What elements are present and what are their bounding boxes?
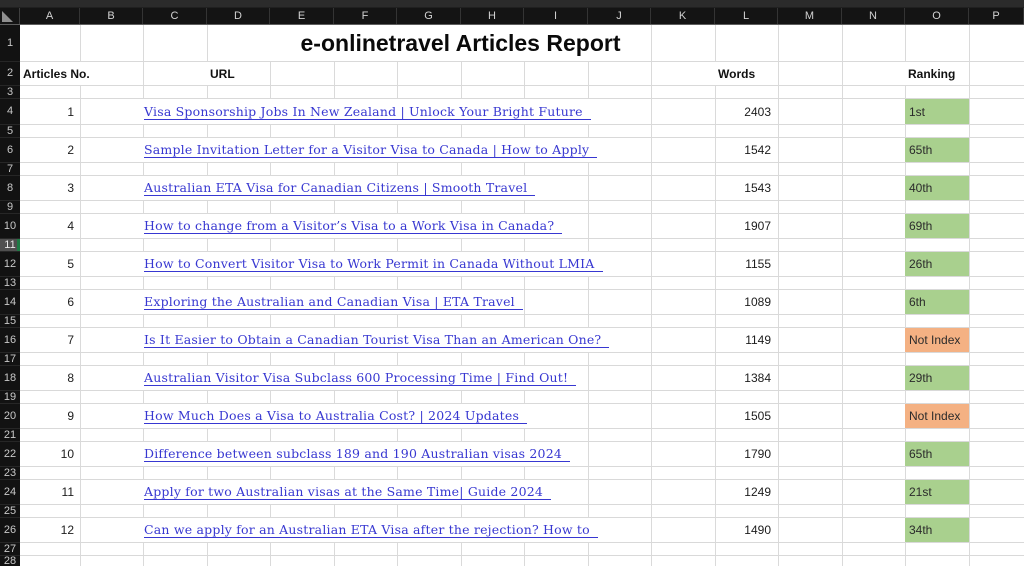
- sheet-row-21: [0, 429, 1024, 442]
- row-header-14[interactable]: 14: [0, 290, 20, 315]
- article-number-cell[interactable]: 3: [67, 181, 74, 195]
- column-header-A[interactable]: A: [20, 8, 80, 24]
- row-body: [20, 214, 1024, 239]
- row-body: [20, 252, 1024, 277]
- row-body: [20, 556, 1024, 566]
- article-url-cell: [143, 252, 603, 276]
- row-header-4[interactable]: 4: [0, 99, 20, 125]
- select-all-corner[interactable]: [0, 8, 20, 24]
- words-count-cell[interactable]: 1249: [744, 485, 771, 499]
- row-body: [20, 277, 1024, 290]
- row-body: [20, 353, 1024, 366]
- row-header-5[interactable]: 5: [0, 125, 20, 138]
- words-count-cell[interactable]: 1542: [744, 143, 771, 157]
- row-header-9[interactable]: 9: [0, 201, 20, 214]
- article-url-cell: [143, 176, 535, 200]
- article-link[interactable]: How Much Does a Visa to Australia Cost? | 2024 Updates: [144, 408, 527, 424]
- ranking-badge-cell[interactable]: 40th: [905, 176, 969, 200]
- words-count-cell[interactable]: 1149: [745, 333, 771, 347]
- row-header-7[interactable]: 7: [0, 163, 20, 176]
- column-label-articles-no: Articles No.: [20, 62, 90, 85]
- words-count-cell[interactable]: 1543: [744, 181, 771, 195]
- row-body: [20, 176, 1024, 201]
- article-number-cell[interactable]: 2: [67, 143, 74, 157]
- sheet-row-19: [0, 391, 1024, 404]
- words-count-cell[interactable]: 1505: [744, 409, 771, 423]
- sheet-row-4: [0, 99, 1024, 125]
- article-number-cell[interactable]: 6: [67, 295, 74, 309]
- ranking-badge-cell[interactable]: 26th: [905, 252, 969, 276]
- ranking-badge-cell[interactable]: 69th: [905, 214, 969, 238]
- row-header-8[interactable]: 8: [0, 176, 20, 201]
- article-link[interactable]: Can we apply for an Australian ETA Visa after the rejection? How to: [144, 522, 598, 538]
- article-link[interactable]: How to change from a Visitor’s Visa to a Work Visa in Canada?: [144, 218, 562, 234]
- article-link[interactable]: Exploring the Australian and Canadian Visa | ETA Travel: [144, 294, 523, 310]
- row-body: [20, 201, 1024, 214]
- sheet-row-22: [0, 442, 1024, 467]
- row-body: [20, 62, 1024, 86]
- sheet-row-9: [0, 201, 1024, 214]
- article-url-cell: [143, 214, 562, 238]
- article-url-cell: [143, 480, 551, 504]
- column-header-I[interactable]: I: [524, 8, 588, 24]
- sheet-row-8: [0, 176, 1024, 201]
- words-count-cell[interactable]: 1089: [744, 295, 771, 309]
- sheet-row-24: [0, 480, 1024, 505]
- ranking-badge-cell[interactable]: 65th: [905, 138, 969, 162]
- sheet-row-18: [0, 366, 1024, 391]
- article-url-cell: [143, 138, 597, 162]
- ranking-badge-cell[interactable]: 6th: [905, 290, 969, 314]
- sheet-row-12: [0, 252, 1024, 277]
- sheet-row-23: [0, 467, 1024, 480]
- row-header-28[interactable]: 28: [0, 556, 20, 566]
- row-header-3[interactable]: 3: [0, 86, 20, 99]
- row-body: [20, 239, 1024, 252]
- row-header-23[interactable]: 23: [0, 467, 20, 480]
- sheet-row-11: [0, 239, 1024, 252]
- row-header-25[interactable]: 25: [0, 505, 20, 518]
- article-number-cell[interactable]: 10: [60, 447, 74, 461]
- row-body: [20, 404, 1024, 429]
- row-body: [20, 86, 1024, 99]
- sheet-row-5: [0, 125, 1024, 138]
- row-body: [20, 442, 1024, 467]
- top-strip: [0, 0, 1024, 8]
- column-header-B[interactable]: B: [80, 8, 143, 24]
- article-number-cell[interactable]: 9: [67, 409, 74, 423]
- article-number-cell[interactable]: 1: [67, 104, 74, 119]
- article-number-cell[interactable]: 12: [60, 523, 74, 537]
- ranking-badge-cell[interactable]: 21st: [905, 480, 969, 504]
- row-body: [20, 328, 1024, 353]
- article-url-cell: [143, 366, 576, 390]
- sheet-row-7: [0, 163, 1024, 176]
- row-header-6[interactable]: 6: [0, 138, 20, 163]
- row-body: [20, 125, 1024, 138]
- row-body: [20, 290, 1024, 315]
- column-header-P[interactable]: P: [969, 8, 1024, 24]
- sheet-row-15: [0, 315, 1024, 328]
- sheet-row-14: [0, 290, 1024, 315]
- row-header-22[interactable]: 22: [0, 442, 20, 467]
- ranking-badge-cell[interactable]: Not Index: [905, 328, 969, 352]
- row-body: [20, 518, 1024, 543]
- column-header-bar: [0, 8, 1024, 25]
- ranking-badge-cell[interactable]: 29th: [905, 366, 969, 390]
- column-header-N[interactable]: N: [842, 8, 905, 24]
- sheet-row-3: [0, 86, 1024, 99]
- sheet-row-25: [0, 505, 1024, 518]
- ranking-badge-cell[interactable]: Not Index: [905, 404, 969, 428]
- article-link[interactable]: Is It Easier to Obtain a Canadian Tourist Visa Than an American One?: [144, 332, 609, 348]
- column-label-url: URL: [207, 62, 235, 85]
- row-body: [20, 480, 1024, 505]
- article-link[interactable]: How to Convert Visitor Visa to Work Permit in Canada Without LMIA: [144, 256, 603, 272]
- ranking-badge-cell[interactable]: 65th: [905, 442, 969, 466]
- row-header-26[interactable]: 26: [0, 518, 20, 543]
- report-title-cell: e-onlinetravel Articles Report: [270, 25, 651, 61]
- row-body: [20, 429, 1024, 442]
- article-link[interactable]: Australian Visitor Visa Subclass 600 Processing Time | Find Out!: [144, 370, 576, 386]
- row-body: [20, 315, 1024, 328]
- article-number-cell[interactable]: 5: [67, 257, 74, 271]
- row-body: [20, 366, 1024, 391]
- row-body: [20, 505, 1024, 518]
- row-header-15[interactable]: 15: [0, 315, 20, 328]
- article-url-cell: [143, 328, 609, 352]
- column-header-J[interactable]: J: [588, 8, 651, 24]
- row-header-16[interactable]: 16: [0, 328, 20, 353]
- sheet-row-1: [0, 25, 1024, 62]
- article-link[interactable]: Australian ETA Visa for Canadian Citizens | Smooth Travel: [144, 180, 535, 196]
- words-count-cell[interactable]: 1790: [744, 447, 771, 461]
- words-count-cell[interactable]: 2403: [744, 104, 771, 119]
- row-header-27[interactable]: 27: [0, 543, 20, 556]
- row-header-11[interactable]: 11: [0, 239, 20, 252]
- column-header-E[interactable]: E: [270, 8, 334, 24]
- column-label-words: Words: [715, 62, 755, 85]
- words-count-cell[interactable]: 1384: [744, 371, 771, 385]
- article-url-cell: [143, 442, 570, 466]
- row-header-10[interactable]: 10: [0, 214, 20, 239]
- article-number-cell[interactable]: 8: [67, 371, 74, 385]
- sheet-row-20: [0, 404, 1024, 429]
- row-header-19[interactable]: 19: [0, 391, 20, 404]
- column-header-G[interactable]: G: [397, 8, 461, 24]
- words-count-cell[interactable]: 1155: [745, 257, 771, 271]
- row-header-18[interactable]: 18: [0, 366, 20, 391]
- sheet-row-27: [0, 543, 1024, 556]
- row-body: [20, 138, 1024, 163]
- article-link[interactable]: Sample Invitation Letter for a Visitor Visa to Canada | How to Apply: [144, 142, 597, 158]
- sheet-row-16: [0, 328, 1024, 353]
- column-header-C[interactable]: C: [143, 8, 207, 24]
- article-number-cell[interactable]: 4: [67, 219, 74, 233]
- article-url-cell: [143, 518, 598, 542]
- row-header-21[interactable]: 21: [0, 429, 20, 442]
- column-header-D[interactable]: D: [207, 8, 270, 24]
- select-all-triangle-icon: [2, 11, 13, 22]
- row-body: [20, 25, 1024, 62]
- sheet-row-13: [0, 277, 1024, 290]
- sheet-row-28: [0, 556, 1024, 566]
- ranking-badge-cell[interactable]: 1st: [905, 99, 969, 124]
- article-number-cell[interactable]: 11: [61, 485, 74, 499]
- sheet-row-2: [0, 62, 1024, 86]
- row-header-20[interactable]: 20: [0, 404, 20, 429]
- article-link[interactable]: Visa Sponsorship Jobs In New Zealand | Unlock Your Bright Future: [144, 104, 591, 120]
- sheet-row-6: [0, 138, 1024, 163]
- article-url-cell: [143, 290, 523, 314]
- column-label-ranking: Ranking: [905, 62, 955, 85]
- column-header-H[interactable]: H: [461, 8, 524, 24]
- row-body: [20, 99, 1024, 125]
- column-header-O[interactable]: O: [905, 8, 969, 24]
- article-url-cell: [143, 404, 527, 428]
- row-body: [20, 163, 1024, 176]
- column-header-K[interactable]: K: [651, 8, 715, 24]
- words-count-cell[interactable]: 1490: [744, 523, 771, 537]
- row-header-12[interactable]: 12: [0, 252, 20, 277]
- sheet-row-26: [0, 518, 1024, 543]
- article-link[interactable]: Difference between subclass 189 and 190 Australian visas 2024: [144, 446, 570, 462]
- article-link[interactable]: Apply for two Australian visas at the Same Time| Guide 2024: [144, 484, 551, 500]
- row-header-24[interactable]: 24: [0, 480, 20, 505]
- sheet-row-17: [0, 353, 1024, 366]
- article-number-cell[interactable]: 7: [67, 333, 74, 347]
- row-header-1[interactable]: 1: [0, 25, 20, 62]
- sheet-row-10: [0, 214, 1024, 239]
- row-header-13[interactable]: 13: [0, 277, 20, 290]
- row-header-17[interactable]: 17: [0, 353, 20, 366]
- row-body: [20, 391, 1024, 404]
- row-body: [20, 467, 1024, 480]
- words-count-cell[interactable]: 1907: [744, 219, 771, 233]
- column-header-L[interactable]: L: [715, 8, 778, 24]
- article-url-cell: [143, 99, 591, 124]
- column-header-F[interactable]: F: [334, 8, 397, 24]
- row-body: [20, 543, 1024, 556]
- cell-grid: [0, 25, 1024, 566]
- column-header-M[interactable]: M: [778, 8, 842, 24]
- ranking-badge-cell[interactable]: 34th: [905, 518, 969, 542]
- row-header-2[interactable]: 2: [0, 62, 20, 86]
